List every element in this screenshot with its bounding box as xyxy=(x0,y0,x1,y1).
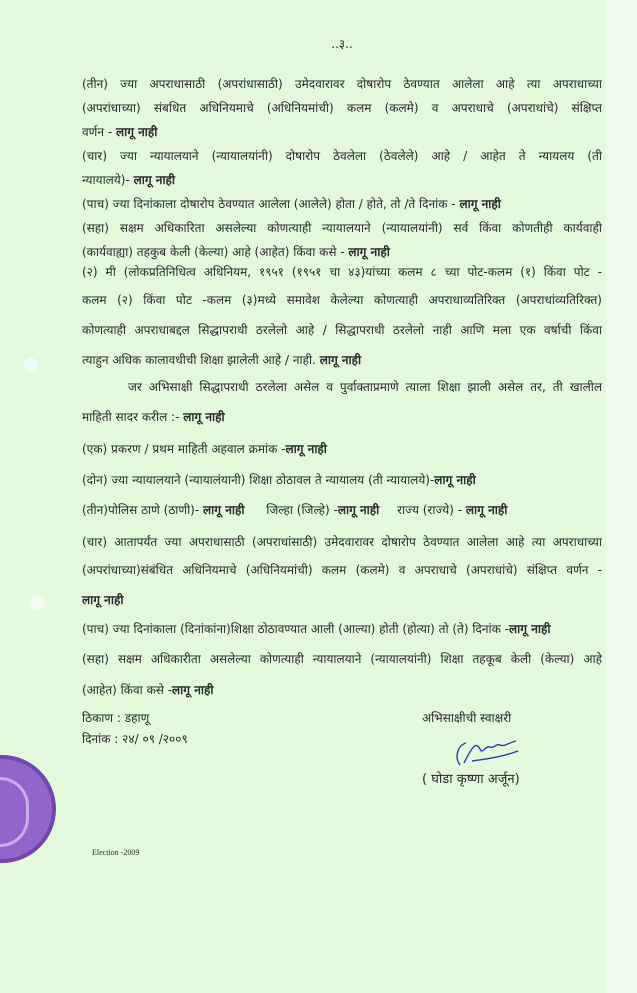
text-line xyxy=(82,533,602,551)
police-label: (तीन)पोलिस ठाणे (ठाणी)- xyxy=(82,503,204,517)
line-text: (सहा) सक्षम अधिकारिता असलेल्या कोणत्याही न्यायालयाने (न्यायालयांनी) सर्व किंवा कोणतीही कार्यवाही xyxy=(82,221,602,235)
line-text: (चार) ज्या न्यायालयाने (न्यायालयांनी) दोषारोप ठेवलेला (ठेवलेले) आहे / आहेत ते न्यायलय (ती xyxy=(82,149,602,163)
status-not-applicable: लागू नाही xyxy=(172,683,214,697)
line-text: (सहा) सक्षम अधिकारीता असलेल्या कोणत्याही न्यायालयाने (न्यायालयांनी) शिक्षा तहकूब केली (केल्या) आहे xyxy=(82,652,602,666)
line-text: (पाच) ज्या दिनांकाला (दिनांकांना)शिक्षा ठोठावण्यात आली (आल्या) होती (होत्या) तो (ते) दिनांक - xyxy=(82,622,510,636)
line-text: (एक) प्रकरण / प्रथम माहिती अहवाल क्रमांक - xyxy=(82,442,286,456)
status-not-applicable: लागू नाही xyxy=(285,442,327,456)
text-line xyxy=(82,291,602,309)
text-line xyxy=(82,171,602,189)
status-not-applicable: लागू नाही xyxy=(459,197,501,211)
text-line xyxy=(82,471,602,489)
line-text: (दोन) ज्या न्यायालयाने (न्यायालंयानी) शिक्षा ठोठावल ते न्यायालय (ती न्यायालये)- xyxy=(82,473,435,487)
footer xyxy=(82,709,602,857)
text-line xyxy=(82,620,602,638)
text-line xyxy=(82,321,602,339)
line-text: (चार) आतापर्यंत ज्या अपराधासाठी (अपराधांसाठी) उमेदवारावर दोषारोप ठेवण्यात आलेला आहे त्या अपराधाच्या xyxy=(82,535,602,549)
signature-label: अभिसाक्षीची स्वाक्षरी xyxy=(422,711,512,725)
status-not-applicable: लागू नाही xyxy=(82,593,124,607)
status-not-applicable: लागू नाही xyxy=(348,245,390,259)
district-label: जिल्हा (जिल्हे) - xyxy=(266,503,338,517)
text-line xyxy=(82,591,602,609)
state-value: लागू नाही xyxy=(465,503,508,517)
line-text: वर्णन - xyxy=(82,125,116,139)
text-line xyxy=(82,351,602,369)
status-not-applicable: लागू नाही xyxy=(319,353,362,367)
document-body xyxy=(82,0,602,897)
text-line xyxy=(82,440,602,458)
text-line xyxy=(82,195,602,213)
text-line xyxy=(82,99,602,117)
line-text: न्यायालये)- xyxy=(82,173,134,187)
text-line xyxy=(82,378,602,396)
line-text: (पाच) ज्या दिनांकाला दोषारोप ठेवण्यात आलेला (आलेले) होता / होते, तो /ते दिनांक - xyxy=(82,197,460,211)
punch-hole xyxy=(24,358,38,372)
line-text: जर अभिसाक्षी सिद्धापराधी ठरलेला असेल व पुर्वाक्ताप्रमाणे त्याला शिक्षा झाली असेल तर, ती खालील xyxy=(128,380,602,394)
line-text: कोणत्याही अपराधाबद्दल सिद्धापराधी ठरलेलो आहे / सिद्धापराधी ठरलेलो नाही आणि मला एक वर्षाची किंवा xyxy=(82,323,602,337)
text-line xyxy=(82,147,602,165)
line-text: (२) मी (लोकप्रतिनिधित्व अधिनियम, १९५१ (१९५१ चा ४३)यांच्या कलम ८ च्या पोट-कलम (१) किंवा पोट - xyxy=(82,265,602,279)
text-line xyxy=(82,650,602,668)
punch-hole xyxy=(30,596,44,610)
line-text: माहिती सादर करील :- xyxy=(82,410,184,424)
status-not-applicable: लागू नाही xyxy=(133,173,176,187)
text-line xyxy=(82,408,602,426)
date: दिनांक : २४/ ०९ /२००९ xyxy=(82,732,188,746)
police-value: लागू नाही xyxy=(203,503,245,517)
status-not-applicable: लागू नाही xyxy=(509,622,551,636)
status-not-applicable: लागू नाही xyxy=(183,410,225,424)
line-text: (अपरांधाच्या) संबधित अधिनियमाचे (अधिनियमांची) कलम (कलमे) व अपराधाचे (अपराधांचे) संक्षिप्त xyxy=(82,101,602,115)
scan-edge xyxy=(606,0,637,993)
police-station-line xyxy=(82,501,602,519)
text-line xyxy=(82,681,602,699)
text-line xyxy=(82,75,602,93)
text-line xyxy=(82,243,602,261)
election-note: Election -2009 xyxy=(92,848,140,857)
signature xyxy=(452,737,602,771)
line-text: (कार्यवाह्या) तहकुब केली (केल्या) आहे (आहेत) किंवा कसे - xyxy=(82,245,349,259)
state-label: राज्य (राज्ये) - xyxy=(397,503,466,517)
text-line xyxy=(82,561,602,579)
status-not-applicable: लागू नाही xyxy=(115,125,158,139)
page-number: ..३.. xyxy=(331,37,353,51)
official-stamp xyxy=(0,755,56,863)
district-value: लागू नाही xyxy=(337,503,380,517)
text-line xyxy=(82,219,602,237)
status-not-applicable: लागू नाही xyxy=(434,473,476,487)
text-line xyxy=(82,123,602,141)
place: ठिकाण : डहाणू xyxy=(82,711,150,725)
line-text: (अपरांधाच्या)संबंधित अधिनियमाचे (अधिनियमांची) कलम (कलमे) व अपराधाचे (अपराधांचे) संक्षिप्त वर्णन - xyxy=(82,563,602,577)
line-text: कलम (२) किंवा पोट -कलम (३)मध्ये समावेश केलेल्या कोणत्याही अपराधाव्यतिरिक्त (अपराधांव्यतिरिक्त) xyxy=(82,293,602,307)
line-text: (आहेत) किंवा कसे - xyxy=(82,683,173,697)
line-text: (तीन) ज्या अपराधासाठी (अपरांधासाठी) उमेदवारावर दोषारोप ठेवण्यात आलेला आहे त्या अपराधाच्या xyxy=(82,77,602,91)
text-line xyxy=(82,263,602,281)
signer-name: ( घोडा कृष्णा अर्जून) xyxy=(422,772,520,787)
line-text: त्याहुन अधिक कालावधीची शिक्षा झालेली आहे / नाही. xyxy=(82,353,320,367)
